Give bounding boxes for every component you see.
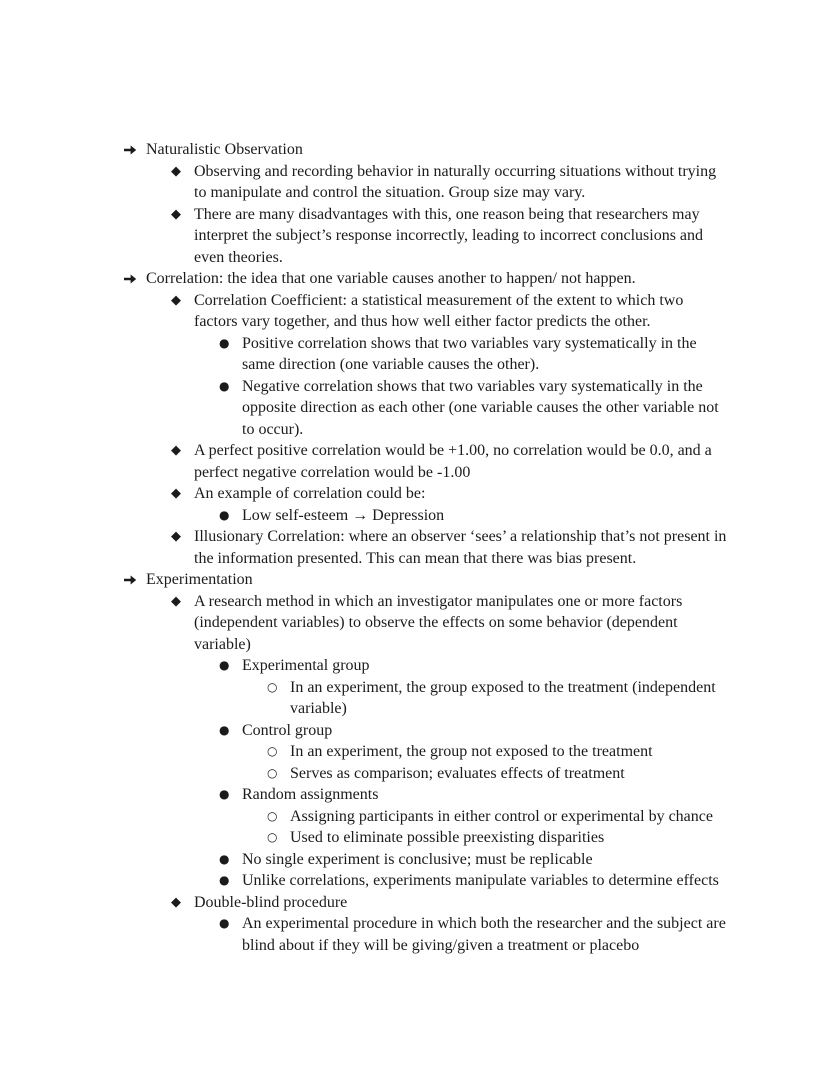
list-item xyxy=(267,806,729,828)
list-item-text: Negative correlation shows that two variables vary systematically in the opposite direction as each other (one variable causes the other variable not to occur). xyxy=(242,377,719,438)
diamond-bullet-icon: ◆ xyxy=(171,529,181,544)
list-item xyxy=(171,161,729,204)
list-item xyxy=(171,204,729,269)
list-item-text: Positive correlation shows that two variables vary systematically in the same direction (one variable causes the other). xyxy=(242,334,697,373)
list-item xyxy=(171,591,729,656)
list-item xyxy=(219,376,729,441)
list-item-text: An example of correlation could be: xyxy=(194,485,426,502)
list-item-text: Unlike correlations, experiments manipulate variables to determine effects xyxy=(242,872,719,889)
list-item-text: An experimental procedure in which both the researcher and the subject are blind about if they will be giving/given a treatment or placebo xyxy=(242,915,726,954)
list-item xyxy=(123,268,729,290)
list-item xyxy=(219,913,729,956)
arrow-bullet-icon xyxy=(123,268,146,290)
list-item xyxy=(171,290,729,333)
list-item xyxy=(219,655,729,677)
list-item xyxy=(267,741,729,763)
list-item xyxy=(171,892,729,914)
list-item xyxy=(219,333,729,376)
list-item xyxy=(219,720,729,742)
diamond-bullet-icon: ◆ xyxy=(171,593,181,609)
circle-bullet-icon: ○ xyxy=(267,830,278,844)
diamond-bullet-icon: ◆ xyxy=(171,292,181,308)
list-item xyxy=(123,139,729,161)
list-item-text: Correlation Coefficient: a statistical measurement of the extent to which two factors vary together, and thus how well either factor predicts the other. xyxy=(194,291,684,330)
list-item xyxy=(219,505,729,527)
disc-bullet-icon: ● xyxy=(219,507,230,522)
notes-list xyxy=(123,139,729,956)
disc-bullet-icon: ● xyxy=(219,658,230,672)
list-item xyxy=(267,763,729,785)
circle-bullet-icon: ○ xyxy=(267,679,278,694)
list-item-text: Double-blind procedure xyxy=(194,893,348,911)
list-item-text: Correlation: the idea that one variable causes another to happen/ not happen. xyxy=(146,270,636,287)
disc-bullet-icon: ● xyxy=(219,916,230,930)
list-item-text: Experimental group xyxy=(242,657,370,674)
list-item-text: In an experiment, the group not exposed to the treatment xyxy=(290,743,653,760)
list-item xyxy=(219,784,729,806)
list-item xyxy=(171,526,729,569)
list-item-text: A perfect positive correlation would be +1.00, no correlation would be 0.0, and a perfect negative correlation would be -1.00 xyxy=(194,442,712,481)
diamond-bullet-icon: ◆ xyxy=(171,443,181,458)
list-item-text: Used to eliminate possible preexisting disparities xyxy=(290,829,605,846)
disc-bullet-icon: ● xyxy=(219,378,230,393)
list-item xyxy=(219,870,729,892)
list-item xyxy=(267,677,729,720)
list-item-text: In an experiment, the group exposed to the treatment (independent variable) xyxy=(290,678,716,717)
list-item-text: Naturalistic Observation xyxy=(146,141,303,158)
list-item xyxy=(171,483,729,505)
list-item xyxy=(267,827,729,849)
diamond-bullet-icon: ◆ xyxy=(171,163,181,179)
diamond-bullet-icon: ◆ xyxy=(171,486,181,501)
list-item-text: Observing and recording behavior in naturally occurring situations without trying to manipulate and control the situation. Group size may vary. xyxy=(194,162,717,201)
list-item xyxy=(171,440,729,483)
circle-bullet-icon: ○ xyxy=(267,765,278,780)
list-item-text: Experimentation xyxy=(146,571,253,588)
circle-bullet-icon: ○ xyxy=(267,808,278,823)
disc-bullet-icon: ● xyxy=(219,787,230,801)
list-item-text: Random assignments xyxy=(242,786,379,803)
disc-bullet-icon: ● xyxy=(219,851,230,866)
list-item-text: Illusionary Correlation: where an observer ‘sees’ a relationship that’s not present in the information presented. This can mean that there was bias present. xyxy=(194,528,727,567)
list-item-text: Serves as comparison; evaluates effects of treatment xyxy=(290,764,625,782)
list-item xyxy=(219,849,729,871)
circle-bullet-icon: ○ xyxy=(267,744,278,758)
list-item-text: Assigning participants in either control or experimental by chance xyxy=(290,807,713,825)
diamond-bullet-icon: ◆ xyxy=(171,206,181,222)
list-item-text: No single experiment is conclusive; must be replicable xyxy=(242,850,593,868)
arrow-bullet-icon xyxy=(123,569,146,591)
disc-bullet-icon: ● xyxy=(219,722,230,737)
list-item-text: Control group xyxy=(242,721,333,739)
arrow-bullet-icon xyxy=(123,139,146,161)
list-item-text: There are many disadvantages with this, one reason being that researchers may interpret the subject’s response incorrectly, leading to incorrect conclusions and even theories. xyxy=(194,205,704,266)
list-item xyxy=(123,569,729,591)
list-item-text: Low self-esteem → Depression xyxy=(242,506,445,524)
disc-bullet-icon: ● xyxy=(219,873,230,887)
list-item-text: A research method in which an investigator manipulates one or more factors (independent variables) to observe the effects on some behavior (dependent variable) xyxy=(194,592,683,653)
disc-bullet-icon: ● xyxy=(219,335,230,350)
diamond-bullet-icon: ◆ xyxy=(171,894,181,910)
